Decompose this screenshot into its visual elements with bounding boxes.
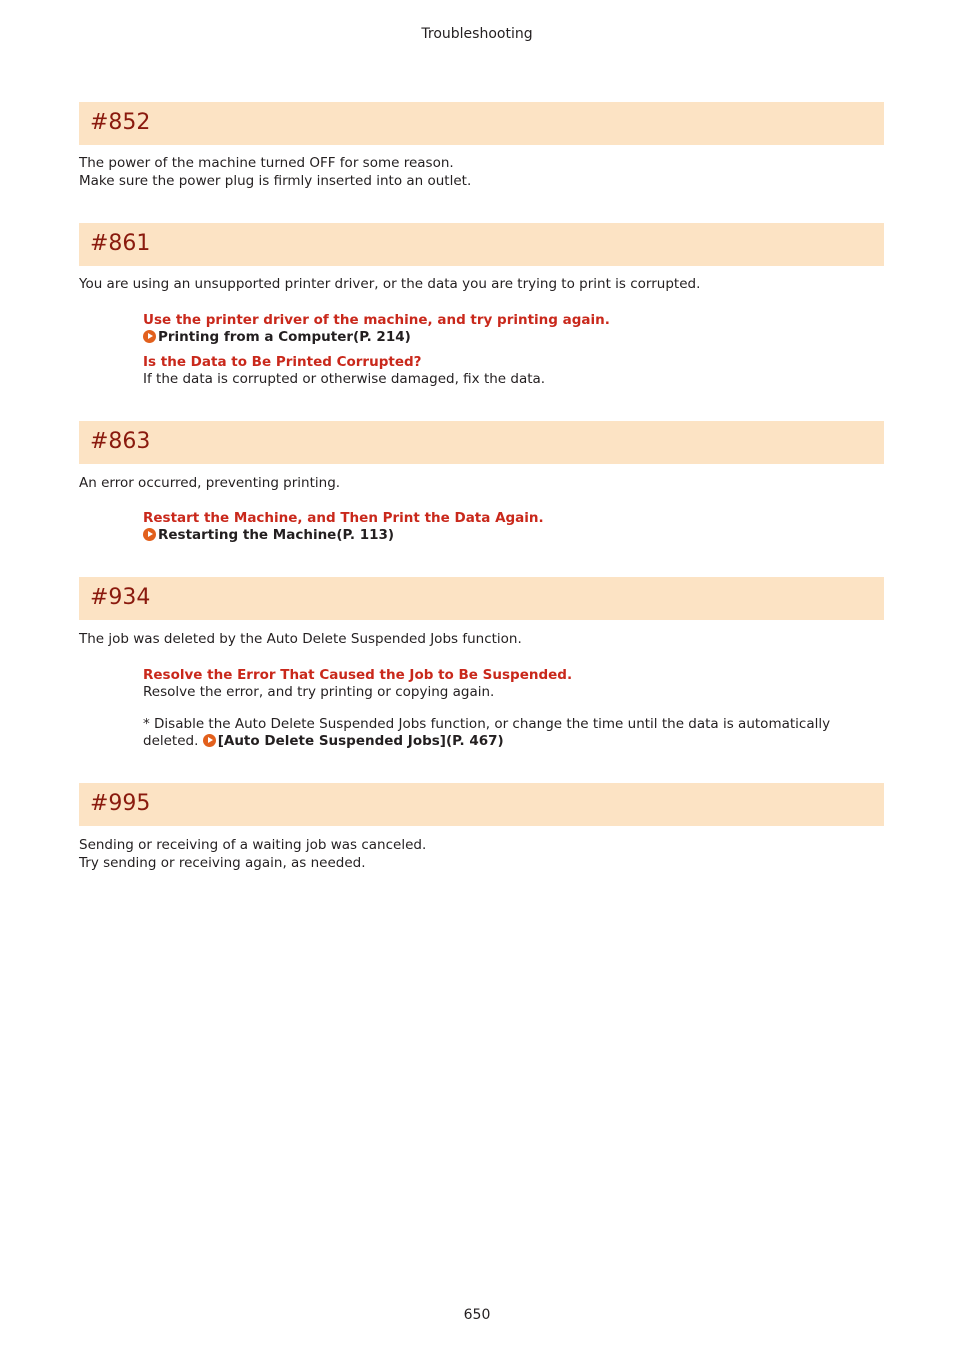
arrow-right-icon: [143, 528, 156, 541]
description-line: Try sending or receiving again, as needed.: [79, 854, 366, 871]
arrow-right-icon: [143, 330, 156, 343]
description-line: An error occurred, preventing printing.: [79, 475, 341, 491]
remedy-text: If the data is corrupted or otherwise damaged, fix the data.: [143, 371, 546, 387]
remedy: [143, 667, 572, 701]
error-code: #995: [90, 791, 151, 816]
remedy-heading: Is the Data to Be Printed Corrupted?: [143, 354, 422, 370]
description-line: Sending or receiving of a waiting job was canceled.: [79, 837, 427, 853]
error-code-header: [79, 421, 884, 464]
error-code-header: [79, 577, 884, 620]
remedy-heading: Use the printer driver of the machine, and try printing again.: [143, 312, 610, 328]
error-description: [79, 155, 471, 190]
note-text: deleted.: [143, 733, 199, 749]
running-header: Troubleshooting: [421, 26, 533, 42]
error-code: #934: [90, 585, 151, 610]
description-line: The job was deleted by the Auto Delete Suspended Jobs function.: [79, 631, 522, 647]
note: [143, 716, 830, 750]
error-code-header: [79, 783, 884, 826]
note-line: * Disable the Auto Delete Suspended Jobs function, or change the time until the data is automatically: [143, 716, 831, 732]
error-code: #861: [90, 231, 151, 256]
page-number: 650: [463, 1307, 491, 1323]
remedy-heading: Restart the Machine, and Then Print the Data Again.: [143, 510, 544, 526]
remedy-link[interactable]: [143, 329, 610, 346]
arrow-right-icon: [203, 734, 216, 747]
description-line: You are using an unsupported printer driver, or the data you are trying to print is corrupted.: [79, 276, 701, 292]
description-line: Make sure the power plug is firmly inserted into an outlet.: [79, 172, 472, 189]
remedy-heading: Resolve the Error That Caused the Job to Be Suspended.: [143, 667, 573, 683]
error-code-header: [79, 102, 884, 145]
link-text[interactable]: Printing from a Computer(P. 214): [158, 329, 411, 345]
error-description: [79, 837, 426, 872]
remedy: [143, 510, 544, 544]
remedy-link[interactable]: [143, 527, 544, 544]
remedy: [143, 354, 545, 388]
error-description: [79, 631, 522, 649]
error-description: [79, 475, 340, 493]
error-description: [79, 276, 700, 294]
description-line: The power of the machine turned OFF for some reason.: [79, 155, 454, 171]
error-code: #852: [90, 110, 151, 135]
remedy-text: Resolve the error, and try printing or copying again.: [143, 684, 495, 700]
link-text[interactable]: [Auto Delete Suspended Jobs](P. 467): [217, 733, 504, 749]
error-code: #863: [90, 429, 151, 454]
link-text[interactable]: Restarting the Machine(P. 113): [158, 527, 395, 543]
remedy: [143, 312, 610, 346]
error-code-header: [79, 223, 884, 266]
note-line: [143, 733, 830, 750]
